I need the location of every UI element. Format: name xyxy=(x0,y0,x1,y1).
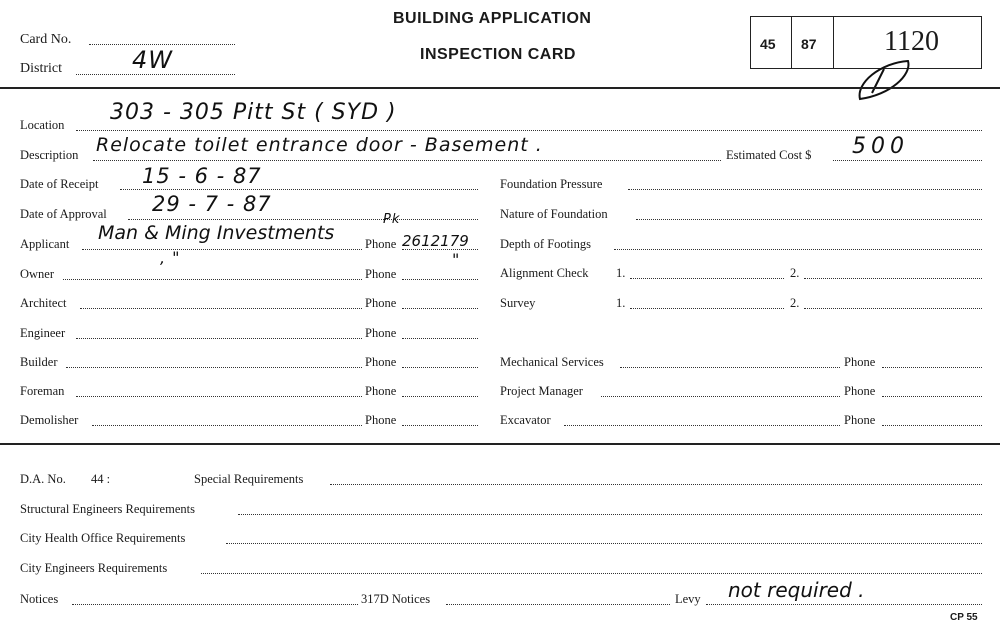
applicant-value: Man & Ming Investments xyxy=(98,222,335,244)
architect-line xyxy=(80,308,362,309)
health-req-label: City Health Office Requirements xyxy=(20,531,186,545)
special-req-label: Special Requirements xyxy=(194,472,304,486)
demolisher-phone-label: Phone xyxy=(365,413,397,427)
excavator-line xyxy=(564,425,840,426)
levy-value: not required . xyxy=(728,578,865,602)
form-title-line2: INSPECTION CARD xyxy=(420,46,576,63)
date-approval-value: 29 - 7 - 87 xyxy=(152,192,272,216)
estimated-cost-label: Estimated Cost $ xyxy=(726,148,812,162)
location-line xyxy=(76,130,982,131)
card-number: 1120 xyxy=(884,26,939,57)
district-value: 4W xyxy=(132,46,173,74)
owner-phone-value: " xyxy=(452,250,461,269)
owner-line xyxy=(63,279,362,280)
form-code: CP 55 xyxy=(950,612,978,623)
da-no-value: 44 : xyxy=(91,472,111,486)
project-manager-label: Project Manager xyxy=(500,384,583,398)
architect-phone-line xyxy=(402,308,478,309)
owner-value: , " xyxy=(160,248,181,267)
applicant-label: Applicant xyxy=(20,237,70,251)
architect-label: Architect xyxy=(20,296,67,310)
mechanical-line xyxy=(620,367,840,368)
survey-num1: 1. xyxy=(616,296,626,310)
date-approval-line xyxy=(128,219,478,220)
owner-label: Owner xyxy=(20,267,55,281)
mechanical-phone-label: Phone xyxy=(844,355,876,369)
applicant-line xyxy=(82,249,362,250)
form-title-line1: BUILDING APPLICATION xyxy=(393,10,592,27)
owner-phone-label: Phone xyxy=(365,267,397,281)
depth-footings-label: Depth of Footings xyxy=(500,237,591,251)
description-value: Relocate toilet entrance door - Basement . xyxy=(96,134,543,156)
levy-label: Levy xyxy=(675,592,701,606)
date-approval-label: Date of Approval xyxy=(20,207,107,221)
description-line xyxy=(93,160,721,161)
survey-line2 xyxy=(804,308,982,309)
tick-mark-icon xyxy=(850,55,920,105)
builder-line xyxy=(66,367,362,368)
foreman-phone-label: Phone xyxy=(365,384,397,398)
demolisher-phone-line xyxy=(402,425,478,426)
date-receipt-label: Date of Receipt xyxy=(20,177,99,191)
special-req-line xyxy=(330,484,982,485)
box-code-2: 87 xyxy=(801,36,817,52)
health-req-line xyxy=(226,543,982,544)
survey-label: Survey xyxy=(500,296,536,310)
district-line xyxy=(76,74,235,75)
nature-foundation-line xyxy=(636,219,982,220)
notices-line xyxy=(72,604,358,605)
foundation-pressure-line xyxy=(628,189,982,190)
builder-phone-label: Phone xyxy=(365,355,397,369)
structural-req-label: Structural Engineers Requirements xyxy=(20,502,195,516)
alignment-line2 xyxy=(804,278,982,279)
mechanical-label: Mechanical Services xyxy=(500,355,604,369)
location-value: 303 - 305 Pitt St ( SYD ) xyxy=(110,100,397,125)
project-manager-phone-line xyxy=(882,396,982,397)
estimated-cost-line xyxy=(833,160,982,161)
location-label: Location xyxy=(20,118,65,132)
structural-req-line xyxy=(238,514,982,515)
district-label: District xyxy=(20,61,62,76)
notices-label: Notices xyxy=(20,592,59,606)
excavator-label: Excavator xyxy=(500,413,551,427)
foreman-line xyxy=(76,396,362,397)
excavator-phone-line xyxy=(882,425,982,426)
estimated-cost-value: 500 xyxy=(852,134,909,159)
owner-phone-line xyxy=(402,279,478,280)
engineer-label: Engineer xyxy=(20,326,66,340)
description-label: Description xyxy=(20,148,79,162)
mechanical-phone-line xyxy=(882,367,982,368)
demolisher-label: Demolisher xyxy=(20,413,79,427)
nature-foundation-label: Nature of Foundation xyxy=(500,207,608,221)
engineer-phone-label: Phone xyxy=(365,326,397,340)
project-manager-phone-label: Phone xyxy=(844,384,876,398)
card-no-label: Card No. xyxy=(20,32,72,47)
applicant-phone-value: 2612179 xyxy=(402,232,469,250)
city-eng-req-line xyxy=(201,573,982,574)
section-divider xyxy=(0,443,1000,445)
city-eng-req-label: City Engineers Requirements xyxy=(20,561,168,575)
project-manager-line xyxy=(601,396,840,397)
da-no-label: D.A. No. xyxy=(20,472,66,486)
depth-footings-line xyxy=(614,249,982,250)
architect-phone-label: Phone xyxy=(365,296,397,310)
engineer-line xyxy=(76,338,362,339)
builder-phone-line xyxy=(402,367,478,368)
levy-line xyxy=(706,604,982,605)
foreman-phone-line xyxy=(402,396,478,397)
date-receipt-line xyxy=(120,189,478,190)
engineer-phone-line xyxy=(402,338,478,339)
date-receipt-value: 15 - 6 - 87 xyxy=(142,164,262,188)
notices-317d-line xyxy=(446,604,670,605)
excavator-phone-label: Phone xyxy=(844,413,876,427)
foreman-label: Foreman xyxy=(20,384,65,398)
alignment-num2: 2. xyxy=(790,266,800,280)
foundation-pressure-label: Foundation Pressure xyxy=(500,177,603,191)
notices-317d-label: 317D Notices xyxy=(361,592,431,606)
header-divider xyxy=(0,87,1000,89)
alignment-line1 xyxy=(630,278,784,279)
alignment-num1: 1. xyxy=(616,266,626,280)
alignment-check-label: Alignment Check xyxy=(500,266,589,280)
applicant-phone-label: Phone xyxy=(365,237,397,251)
survey-line1 xyxy=(630,308,784,309)
applicant-phone-note: Pk xyxy=(383,212,401,227)
card-no-line xyxy=(89,44,235,45)
survey-num2: 2. xyxy=(790,296,800,310)
demolisher-line xyxy=(92,425,362,426)
box-code-1: 45 xyxy=(760,36,776,52)
builder-label: Builder xyxy=(20,355,58,369)
